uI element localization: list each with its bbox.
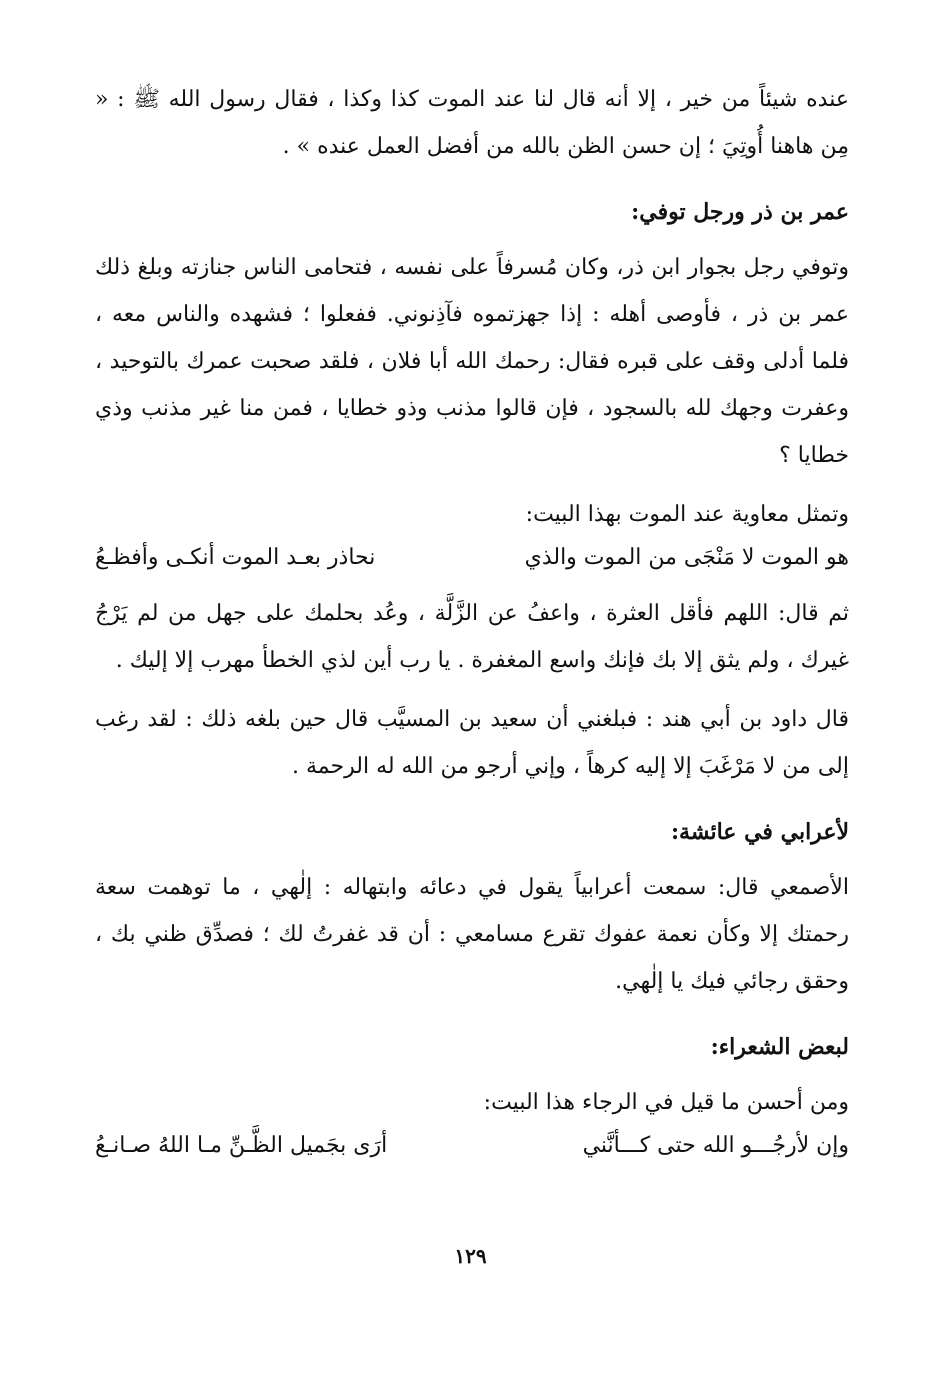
verse-first-hemistich: وإن لأرجُـــو الله حتى كـــأنَّني [582, 1133, 849, 1158]
supplication-paragraph: ثم قال: اللهم فأقل العثرة ، واعفُ عن الزَّلَّة ، وعُد بحلمك على جهل من لم يَرْجُ غيرك ، ولم يثق إلا بك فإنك واسع المغفرة . يا رب أين لذي الخطأ مهرب إلا إليك . [95, 601, 849, 673]
verse-first-hemistich: هو الموت لا مَنْجَى من الموت والذي [524, 545, 849, 570]
section-heading-bedouin: لأعرابي في عائشة: [670, 819, 849, 845]
omar-ibn-dharr-paragraph: وتوفي رجل بجوار ابن ذر، وكان مُسرفاً على نفسه ، فتحامى الناس جنازته وبلغ ذلك عمر بن ذر ، فأوصى أهله : إذا جهزتموه فآذِنوني. ففعلوا ؛ فشهده والناس معه ، فلما أدلى وقف على قبره فقال: رحمك الله أبا فلان ، فلقد صحبت عمرك بالتوحيد ، وعفرت وجهك لله بالسجود ، فإن قالوا مذنب وذو خطايا ، فمن منا غير مذنب وذي خطايا ؟ [95, 255, 849, 468]
spacer [95, 232, 849, 244]
verse-second-hemistich: نحاذر بعـد الموت أنكـى وأفظـعُ [95, 545, 376, 570]
page-number: ١٢٩ [454, 1244, 487, 1268]
verse-second-hemistich: أرَى بجَميل الظَّـنِّ مـا اللهُ صـانـعُ [95, 1133, 388, 1158]
spacer [95, 170, 849, 192]
spacer [95, 1067, 849, 1079]
poetry-verse-muawiya [95, 538, 849, 578]
spacer [95, 1005, 849, 1027]
dawud-paragraph: قال داود بن أبي هند : فبلغني أن سعيد بن المسيَّب قال حين بلغه ذلك : لقد رغب إلى من لا مَرْغَبَ إلا إليه كرهاً ، وإني أرجو من الله له الرحمة . [95, 707, 849, 779]
section-heading-poets: لبعض الشعراء: [710, 1034, 849, 1060]
asmai-paragraph: الأصمعي قال: سمعت أعرابياً يقول في دعائه وابتهاله : إلٰهي ، ما توهمت سعة رحمتك إلا وكأن نعمة عفوك تقرع مسامعي : أن قد غفرتُ لك ؛ فصدِّق ظني بك ، وحقق رجائي فيك يا إلٰهي. [95, 875, 849, 994]
spacer [95, 578, 849, 590]
intro-paragraph: عنده شيئاً من خير ، إلا أنه قال لنا عند الموت كذا وكذا ، فقال رسول الله ﷺ : « مِن هاهنا أُوتِيَ ؛ إن حسن الظن بالله من أفضل العمل عنده » . [95, 87, 849, 159]
spacer [95, 479, 849, 491]
spacer [95, 790, 849, 812]
section-heading-omar-ibn-dharr: عمر بن ذر ورجل توفي: [631, 199, 849, 225]
poetry-verse-hope [95, 1126, 849, 1166]
muawiya-intro: وتمثل معاوية عند الموت بهذا البيت: [525, 502, 849, 527]
spacer [95, 684, 849, 696]
poets-intro: ومن أحسن ما قيل في الرجاء هذا البيت: [483, 1090, 849, 1115]
spacer [95, 852, 849, 864]
